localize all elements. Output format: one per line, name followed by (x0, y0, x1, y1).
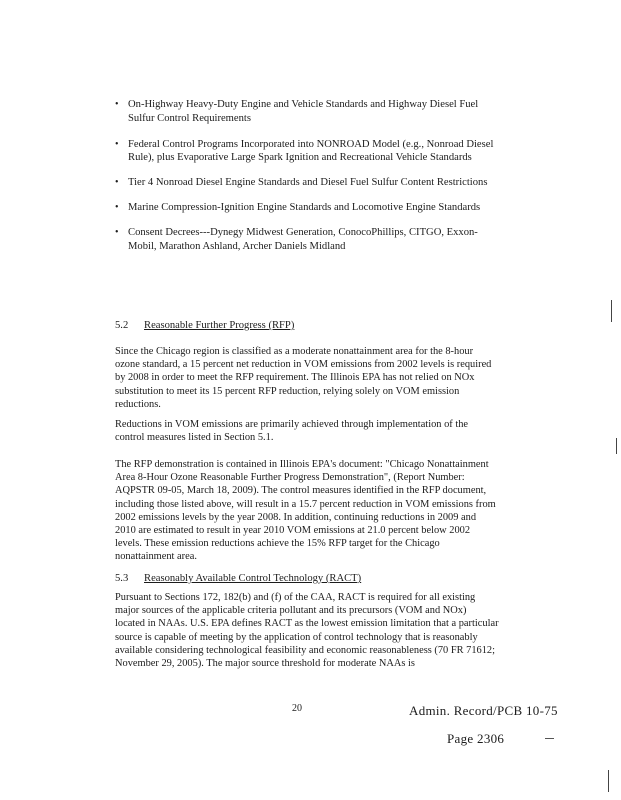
list-item: • Tier 4 Nonroad Diesel Engine Standards and Diesel Fuel Sulfur Content Restrictions (115, 177, 488, 188)
bullet-icon: • (115, 177, 119, 188)
section-title: Reasonable Further Progress (RFP) (144, 320, 295, 331)
section-title: Reasonably Available Control Technology (RACT) (144, 573, 362, 584)
control-measures-list (115, 98, 500, 265)
list-item: • Marine Compression-Ignition Engine Standards and Locomotive Engine Standards (115, 202, 481, 213)
list-item: • Federal Control Programs Incorporated into NONROAD Model (e.g., Nonroad Diesel Rule), plus Evaporative Large Spark Ignition and Recreational Vehicle Standards (115, 138, 494, 163)
rfp-paragraph-2: Reductions in VOM emissions are primarily achieved through implementation of the control measures listed in Section 5.1. (115, 419, 469, 444)
rfp-paragraph-1: Since the Chicago region is classified as a moderate nonattainment area for the 8-hour ozone standard, a 15 percent net reduction in VOM emissions from 2002 levels is required by 2008 in order to meet the RFP requirement. The Illinois EPA has not relied on NOx substitution to meet its 15 percent RFP reduction, relying solely on VOM emission reductions. (115, 346, 492, 410)
page-number: 20 (292, 703, 302, 714)
scan-edge-mark (616, 438, 617, 454)
list-item: • Consent Decrees---Dynegy Midwest Generation, ConocoPhillips, CITGO, Exxon-Mobil, Marathon Ashland, Archer Daniels Midland (115, 227, 478, 252)
scan-edge-mark (608, 770, 609, 792)
ract-paragraph-1: Pursuant to Sections 172, 182(b) and (f) of the CAA, RACT is required for all existing major sources of the applicable criteria pollutant and its precursors (VOM and NOx) located in NAAs. U.S. EPA defines RACT as the lowest emission limitation that a particular source is capable of meeting by the application of control technology that is reasonably available considering technological feasibility and economic reasonableness (70 FR 71612; November 29, 2005). The major source threshold for moderate NAAs is (115, 592, 499, 670)
bullet-icon: • (115, 227, 119, 238)
list-item: • On-Highway Heavy-Duty Engine and Vehicle Standards and Highway Diesel Fuel Sulfur Control Requirements (115, 99, 479, 124)
section-number: 5.3 (115, 573, 129, 584)
bullet-icon: • (115, 138, 119, 150)
bullet-icon: • (115, 99, 119, 110)
page-stamp: Page 2306 (447, 731, 505, 746)
admin-record-stamp: Admin. Record/PCB 10-75 (409, 703, 558, 718)
section-number: 5.2 (115, 320, 129, 331)
scan-edge-mark (611, 300, 612, 322)
rfp-paragraph-3: The RFP demonstration is contained in Illinois EPA's document: "Chicago Nonattainment Area 8-Hour Ozone Reasonable Further Progress Demonstration", (Report Number: AQPSTR 09-05, March 18, 2009). The control measures identified in the RFP document, including those listed above, will result in a 15.7 percent reduction in VOM emissions from 2002 emissions levels by the year 2008. In addition, continuing reductions in 2009 and 2010 are estimated to result in year 2010 VOM emissions at 21.0 percent below 2002 levels. These emission reductions achieve the 15% RFP target for the Chicago nonattainment area. (115, 459, 496, 563)
bullet-icon: • (115, 202, 119, 213)
scan-speck (545, 738, 554, 739)
